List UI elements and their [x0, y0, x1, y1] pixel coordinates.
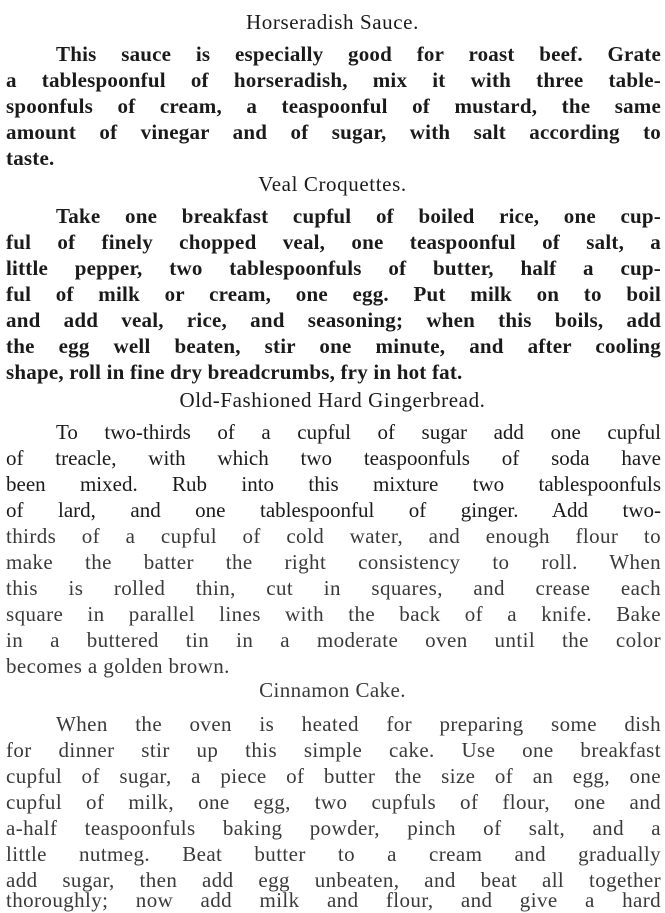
text-line: cupful of milk, one egg, two cupfuls of flour, one and: [6, 790, 661, 814]
text-line: Take one breakfast cupful of boiled rice, one cup-: [56, 204, 661, 228]
text-line: of treacle, with which two teaspoonfuls of soda have: [6, 446, 661, 470]
text-line: been mixed. Rub into this mixture two tablespoonfuls: [6, 472, 661, 496]
text-line: taste.: [6, 146, 55, 170]
text-line: ful of milk or cream, one egg. Put milk on to boil: [6, 282, 661, 306]
text-line: make the batter the right consistency to roll. When: [6, 550, 661, 574]
text-line: of lard, and one tablespoonful of ginger. Add two-: [6, 498, 661, 522]
recipe-title-cinnamon-cake: Cinnamon Cake.: [259, 678, 406, 702]
text-line: add sugar, then add egg unbeaten, and beat all together: [6, 868, 661, 892]
text-line: the egg well beaten, stir one minute, and after cooling: [6, 334, 661, 358]
text-line: a-half teaspoonfuls baking powder, pinch of salt, and a: [6, 816, 661, 840]
recipe-title-old-fashioned-hard-gingerbread: Old-Fashioned Hard Gingerbread.: [179, 388, 486, 412]
text-line: shape, roll in fine dry breadcrumbs, fry in hot fat.: [6, 360, 463, 384]
text-line: thoroughly; now add milk and flour, and give a hard: [6, 888, 661, 912]
text-line: and add veal, rice, and seasoning; when this boils, add: [6, 308, 661, 332]
text-line: This sauce is especially good for roast beef. Grate: [56, 42, 661, 66]
text-line: cupful of sugar, a piece of butter the size of an egg, one: [6, 764, 661, 788]
recipe-title-horseradish-sauce: Horseradish Sauce.: [246, 10, 419, 34]
recipe-title-veal-croquettes: Veal Croquettes.: [258, 172, 407, 196]
text-line: spoonfuls of cream, a teaspoonful of mustard, the same: [6, 94, 661, 118]
text-line: To two-thirds of a cupful of sugar add one cupful: [56, 420, 661, 444]
text-line: this is rolled thin, cut in squares, and crease each: [6, 576, 661, 600]
text-line: When the oven is heated for preparing some dish: [56, 712, 661, 736]
text-line: amount of vinegar and of sugar, with salt according to: [6, 120, 661, 144]
text-line: little pepper, two tablespoonfuls of butter, half a cup-: [6, 256, 661, 280]
text-line: square in parallel lines with the back of a knife. Bake: [6, 602, 661, 626]
text-line: little nutmeg. Beat butter to a cream and gradually: [6, 842, 661, 866]
text-line: thirds of a cupful of cold water, and enough flour to: [6, 524, 661, 548]
text-line: in a buttered tin in a moderate oven until the color: [6, 628, 661, 652]
text-line: becomes a golden brown.: [6, 654, 230, 678]
text-line: for dinner stir up this simple cake. Use one breakfast: [6, 738, 661, 762]
text-line: ful of finely chopped veal, one teaspoonful of salt, a: [6, 230, 661, 254]
text-line: a tablespoonful of horseradish, mix it with three table-: [6, 68, 661, 92]
